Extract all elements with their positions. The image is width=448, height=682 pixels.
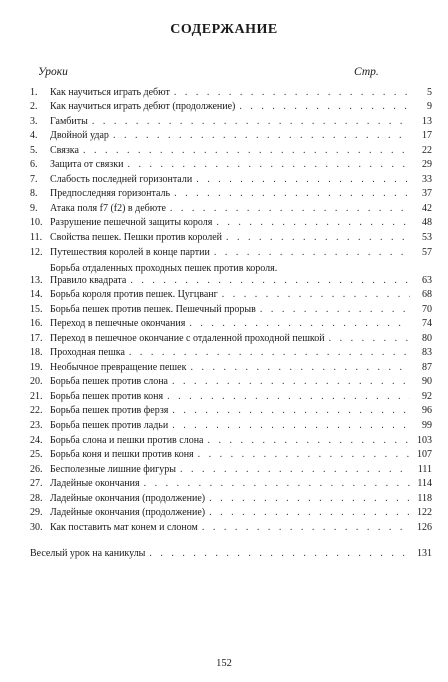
entry-body [50,304,432,316]
entry-body [50,478,432,490]
lesson-page: 114 [417,478,432,490]
lesson-page: 70 [422,303,432,315]
lesson-title: Ладейные окончания (продолжение) [50,492,206,504]
toc-entry [30,301,432,316]
lesson-number: 11. [30,232,43,244]
lesson-number: 22. [30,405,43,417]
lesson-number: 14. [30,289,43,301]
dot-leader [167,391,410,403]
lesson-title: Двойной удар [50,130,109,142]
dot-leader [113,130,410,142]
toc-entry [30,287,432,302]
entry-body [50,318,432,330]
toc-entry [30,461,432,476]
lesson-title: Защита от связки [50,159,124,171]
entry-body [50,101,432,113]
lesson-page: 111 [417,463,432,475]
entry-line-2 [50,275,432,287]
lesson-page: 9 [427,101,432,113]
page-column-header: Стр. [354,66,379,78]
dot-leader [83,145,410,157]
toc-entry [30,490,432,505]
toc-entry [30,142,432,157]
toc-entry [30,476,432,491]
dot-leader [180,464,410,476]
lesson-number: 1. [30,86,38,98]
lesson-number: 26. [30,463,43,475]
dot-leader [130,275,410,287]
lesson-page: 122 [417,507,432,519]
lesson-page: 68 [422,289,432,301]
lesson-number: 9. [30,202,38,214]
lesson-title: Связка [50,144,79,156]
lesson-title: Проходная пешка [50,347,125,359]
dot-leader [129,347,410,359]
toc-entry [30,417,432,432]
page-number: 152 [216,658,232,669]
dot-leader [189,318,410,330]
lesson-title: Бесполезные лишние фигуры [50,463,176,475]
lesson-page: 80 [422,332,432,344]
entry-body [50,405,432,417]
entry-body [50,232,432,244]
dot-leader [207,435,410,447]
lesson-title: Предпоследняя горизонталь [50,188,171,200]
entry-body [50,347,432,359]
lesson-number: 23. [30,420,43,432]
toc-entry [30,244,432,259]
lesson-page: 53 [422,232,432,244]
lesson-title: Борьба коня и пешки против коня [50,449,194,461]
lesson-number: 19. [30,361,43,373]
toc-entry [30,345,432,360]
dot-leader [209,493,410,505]
entry-body [50,247,432,259]
lesson-page: 90 [422,376,432,388]
lesson-title-continued: Правило квадрата [50,274,127,286]
lesson-number: 10. [30,217,43,229]
lesson-title: Атака поля f7 (f2) в дебюте [50,202,166,214]
lesson-number: 4. [30,130,38,142]
toc-entry [30,200,432,215]
lesson-page: 29 [422,159,432,171]
lesson-page: 74 [422,318,432,330]
entry-body [50,464,432,476]
lesson-number: 13. [30,274,43,286]
entry-body [50,522,432,534]
lesson-number: 28. [30,492,43,504]
toc-entry [30,113,432,128]
lesson-number: 12. [30,246,43,258]
lesson-title: Как научиться играть дебют (продолжение) [50,101,236,113]
lesson-title: Как научиться играть дебют [50,86,170,98]
dot-leader [202,522,410,534]
entry-body [50,391,432,403]
lesson-number: 24. [30,434,43,446]
dot-leader [260,304,410,316]
dot-leader [329,333,410,345]
lesson-title: Слабость последней горизонтали [50,173,193,185]
lesson-number: 20. [30,376,43,388]
dot-leader [226,232,410,244]
dot-leader [239,101,410,113]
toc-entry [30,259,432,287]
lesson-number: 16. [30,318,43,330]
dot-leader [172,420,410,432]
lesson-title: Необычное превращение пешек [50,361,187,373]
lesson-page: 126 [417,521,432,533]
lesson-title: Борьба пешек против пешек. Пешечный прорыв [50,303,256,315]
lesson-number: 15. [30,303,43,315]
dot-leader [149,548,410,560]
toc-entry [30,432,432,447]
lesson-page: 48 [422,217,432,229]
toc-entry [30,84,432,99]
toc-entry [30,215,432,230]
dot-leader [127,159,410,171]
toc-entry [30,171,432,186]
lesson-number: 3. [30,115,38,127]
lesson-number: 8. [30,188,38,200]
entry-body [50,420,432,432]
lesson-title: Борьба слона и пешки против слона [50,434,204,446]
lesson-page: 63 [422,274,432,286]
extra-lesson-title: Веселый урок на каникулы [30,548,146,560]
entry-body [50,217,432,229]
lesson-page: 17 [422,130,432,142]
lesson-page: 99 [422,420,432,432]
lesson-page: 13 [422,115,432,127]
dot-leader [174,188,410,200]
toc-entry [30,388,432,403]
lesson-page: 5 [427,86,432,98]
entry-body [50,507,432,519]
lesson-page: 57 [422,246,432,258]
entry-body [50,376,432,388]
entry-body [50,130,432,142]
lesson-page: 92 [422,390,432,402]
toc-entry [30,403,432,418]
toc-entry [30,128,432,143]
lesson-title: Ладейные окончания (продолжение) [50,507,206,519]
dot-leader [144,478,410,490]
dot-leader [190,362,410,374]
lessons-header: Уроки [38,66,68,78]
lesson-title: Гамбиты [50,115,88,127]
dot-leader [198,449,410,461]
lesson-title: Борьба отдаленных проходных пешек против короля. [50,262,278,274]
page-title: СОДЕРЖАНИЕ [170,22,278,37]
toc-entry [30,99,432,114]
toc-entry [30,374,432,389]
lesson-page: 96 [422,405,432,417]
entry-body [50,289,432,301]
dot-leader [170,203,410,215]
lesson-number: 29. [30,507,43,519]
dot-leader [214,247,410,259]
lesson-page: 42 [422,202,432,214]
entry-body [50,174,432,186]
lesson-number: 2. [30,101,38,113]
lesson-title: Как поставить мат конем и слоном [50,521,198,533]
lesson-number: 5. [30,144,38,156]
entry-body [30,548,432,560]
lesson-number: 21. [30,390,43,402]
toc-entry [30,157,432,172]
entry-body [50,333,432,345]
entry-body [50,87,432,99]
toc-entry [30,359,432,374]
extra-lesson-page: 131 [417,548,432,560]
dot-leader [196,174,410,186]
toc-entry [30,447,432,462]
toc-entry [30,519,432,534]
toc-entry [30,229,432,244]
lesson-title: Борьба короля против пешек. Цугцванг [50,289,218,301]
entry-body [50,188,432,200]
lesson-page: 37 [422,188,432,200]
lesson-page: 118 [417,492,432,504]
lesson-page: 103 [417,434,432,446]
entry-body [50,449,432,461]
entry-body [50,116,432,128]
entry-body [50,435,432,447]
lesson-page: 107 [417,449,432,461]
lesson-title: Свойства пешек. Пешки против королей [50,232,223,244]
lesson-title: Борьба пешек против слона [50,376,168,388]
lesson-number: 17. [30,332,43,344]
lesson-title: Ладейные окончания [50,478,140,490]
dot-leader [209,507,410,519]
dot-leader [216,217,410,229]
toc-entry [30,505,432,520]
lesson-title: Переход в пешечное окончание с отдаленной проходной пешкой [50,332,325,344]
lesson-page: 22 [422,144,432,156]
toc-list [30,84,432,560]
toc-entry [30,330,432,345]
dot-leader [174,87,410,99]
toc-entry [30,316,432,331]
toc-extra-entry [30,546,432,561]
dot-leader [92,116,410,128]
toc-entry [30,186,432,201]
lesson-number: 18. [30,347,43,359]
entry-body [50,203,432,215]
lesson-page: 33 [422,173,432,185]
lesson-title: Разрушение пешечной защиты короля [50,217,213,229]
lesson-title: Борьба пешек против ферзя [50,405,169,417]
lesson-page: 83 [422,347,432,359]
entry-body [50,263,432,287]
dot-leader [172,376,410,388]
lesson-number: 30. [30,521,43,533]
lesson-number: 6. [30,159,38,171]
entry-body [50,493,432,505]
lesson-title: Путешествия королей в конце партии [50,246,210,258]
lesson-title: Борьба пешек против коня [50,390,164,402]
lesson-number: 7. [30,173,38,185]
entry-body [50,362,432,374]
lesson-title: Переход в пешечные окончания [50,318,186,330]
entry-body [50,159,432,171]
entry-body [50,145,432,157]
dot-leader [172,405,410,417]
lesson-number: 27. [30,478,43,490]
lesson-title: Борьба пешек против ладьи [50,420,169,432]
dot-leader [222,289,410,301]
lesson-number: 25. [30,449,43,461]
lesson-page: 87 [422,361,432,373]
